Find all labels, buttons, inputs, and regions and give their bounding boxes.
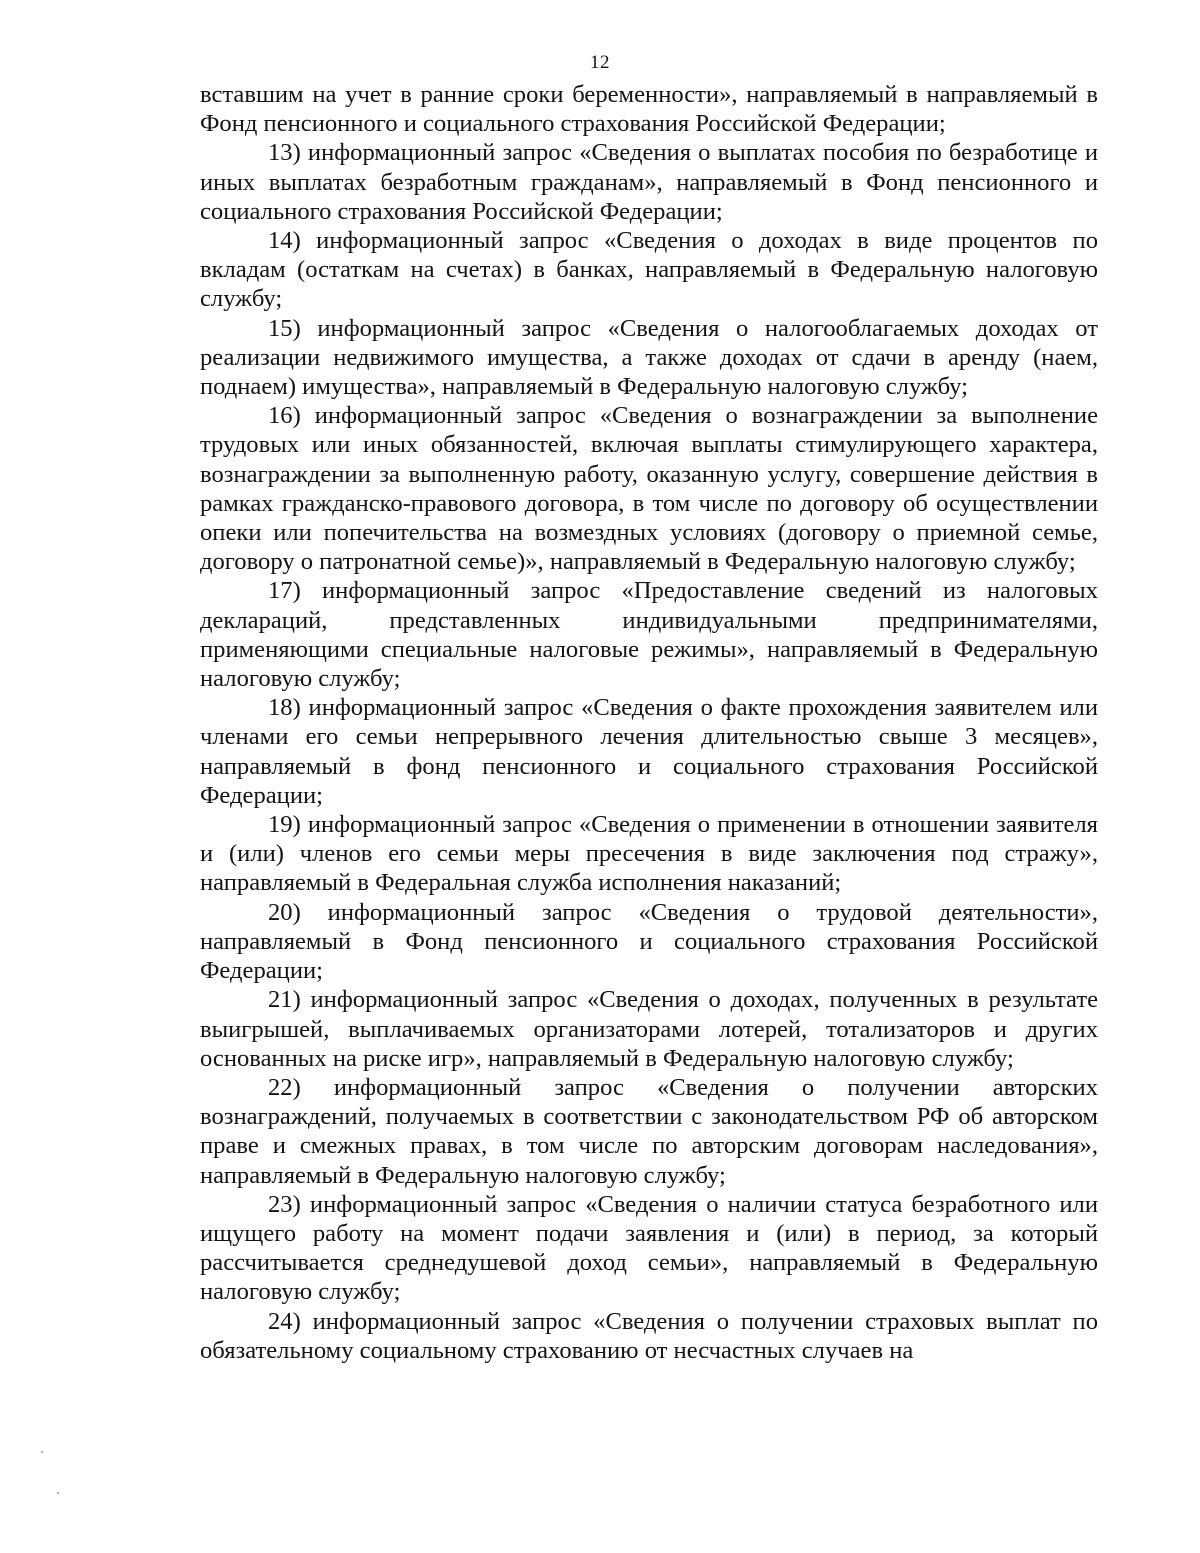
paragraph-item-24: 24) информационный запрос «Сведения о получении страховых выплат по обязательному социальному страхованию от несчастных случаев на (200, 1307, 1098, 1364)
scan-speck (41, 1451, 43, 1453)
paragraph-item-19: 19) информационный запрос «Сведения о применении в отношении заявителя и (или) членов его семьи меры пресечения в виде заключения под стражу», направляемый в Федеральная служба исполнения наказаний; (200, 811, 1098, 897)
paragraph-item-14: 14) информационный запрос «Сведения о доходах в виде процентов по вкладам (остаткам на счетах) в банках, направляемый в Федеральную налоговую службу; (200, 227, 1098, 313)
paragraph-item-15: 15) информационный запрос «Сведения о налогооблагаемых доходах от реализации недвижимого имущества, а также доходах от сдачи в аренду (наем, поднаем) имущества», направляемый в Федеральную налоговую службу; (200, 314, 1098, 401)
scan-speck (57, 1492, 59, 1494)
paragraph-item-20: 20) информационный запрос «Сведения о трудовой деятельности», направляемый в Фонд пенсионного и социального страхования Российской Федерации; (200, 898, 1098, 985)
paragraph-item-18: 18) информационный запрос «Сведения о факте прохождения заявителем или членами его семьи непрерывного лечения длительностью свыше 3 месяцев», направляемый в фонд пенсионного и социального страхования Российской Федерации; (200, 694, 1098, 809)
paragraph-item-21: 21) информационный запрос «Сведения о доходах, полученных в результате выигрышей, выплачиваемых организаторами лотерей, тотализаторов и других основанных на риске игр», направляемый в Федеральную налоговую службу; (200, 986, 1098, 1072)
paragraph-item-16: 16) информационный запрос «Сведения о вознаграждении за выполнение трудовых или иных обязанностей, включая выплаты стимулирующего характера, вознаграждении за выполненную работу, оказанную услугу, совершение действия в рамках гражданско-правового договора, в том числе по договору об осуществлении опеки или попечительства на возмездных условиях (договору о приемной семье, договору о патронатной семье)», направляемый в Федеральную налоговую службу; (200, 402, 1098, 576)
paragraph-item-22: 22) информационный запрос «Сведения о получении авторских вознаграждений, получаемых в соответствии с законодательством РФ об авторском праве и смежных правах, в том числе по авторским договорам наследования», направляемый в Федеральную налоговую службу; (200, 1073, 1098, 1189)
page-number: 12 (590, 52, 610, 73)
paragraph-item-23: 23) информационный запрос «Сведения о наличии статуса безработного или ищущего работу на момент подачи заявления и (или) в период, за который рассчитывается среднедушевой доход семьи», направляемый в Федеральную налоговую службу; (200, 1190, 1098, 1306)
paragraph-item-13: 13) информационный запрос «Сведения о выплатах пособия по безработице и иных выплатах безработным гражданам», направляемый в Фонд пенсионного и социального страхования Российской Федерации; (200, 139, 1098, 225)
document-body (200, 80, 1098, 1365)
paragraph-continuation: вставшим на учет в ранние сроки беременности», направляемый в направляемый в Фонд пенсионного и социального страхования Российской Федерации; (200, 81, 1098, 138)
paragraph-item-17: 17) информационный запрос «Предоставление сведений из налоговых деклараций, представленных индивидуальными предпринимателями, применяющими специальные налоговые режимы», направляемый в Федеральную налоговую службу; (200, 577, 1098, 693)
